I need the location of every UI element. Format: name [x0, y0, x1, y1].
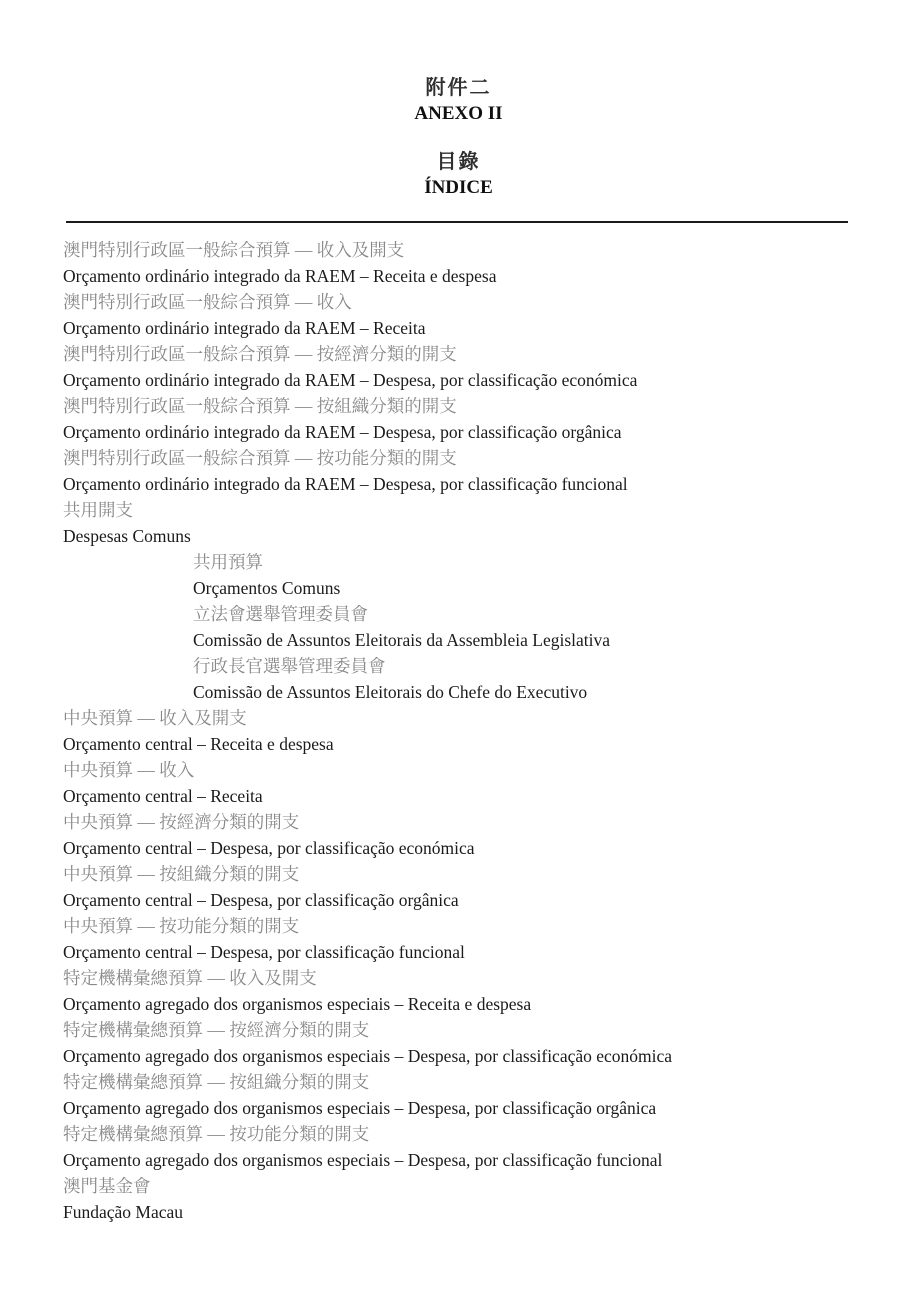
- toc-entry: [63, 809, 863, 861]
- toc-entry-zh: 共用預算: [193, 552, 263, 572]
- toc-entry: [63, 1121, 863, 1173]
- toc-entry-zh: 共用開支: [63, 500, 133, 520]
- index-title-zh: 目錄: [436, 151, 481, 173]
- toc-entry: [63, 1017, 863, 1069]
- toc-entry-pt: Orçamento agregado dos organismos especiais – Despesa, por classificação económica: [63, 1046, 673, 1066]
- toc-entry: [63, 757, 863, 809]
- toc-entry-zh: 中央預算 — 按組織分類的開支: [63, 864, 300, 884]
- toc-entry: [63, 393, 863, 445]
- toc-entry-pt: Orçamento central – Receita e despesa: [63, 734, 334, 754]
- toc-entry-pt: Orçamento central – Despesa, por classificação económica: [63, 838, 475, 858]
- toc-entry-pt: Orçamento ordinário integrado da RAEM – Despesa, por classificação orgânica: [63, 422, 622, 442]
- toc-entry-zh: 澳門特別行政區一般綜合預算 — 按組織分類的開支: [63, 396, 457, 416]
- annex-title-zh: 附件二: [425, 77, 492, 99]
- toc-entry: [63, 237, 863, 289]
- toc-list: [63, 237, 863, 1225]
- toc-entry: [63, 1069, 863, 1121]
- toc-entry: [63, 653, 863, 705]
- toc-entry-pt: Comissão de Assuntos Eleitorais da Assembleia Legislativa: [193, 630, 611, 650]
- toc-entry-pt: Orçamento agregado dos organismos especiais – Receita e despesa: [63, 994, 532, 1014]
- toc-entry-zh: 特定機構彙總預算 — 按組織分類的開支: [63, 1072, 370, 1092]
- toc-entry-pt: Orçamento central – Receita: [63, 786, 263, 806]
- toc-entry-pt: Orçamento central – Despesa, por classificação funcional: [63, 942, 465, 962]
- horizontal-rule: [66, 221, 848, 223]
- toc-entry-zh: 行政長官選舉管理委員會: [193, 656, 386, 676]
- toc-entry: [63, 601, 863, 653]
- toc-entry-zh: 中央預算 — 收入及開支: [63, 708, 247, 728]
- toc-entry-zh: 澳門特別行政區一般綜合預算 — 按經濟分類的開支: [63, 344, 457, 364]
- toc-entry-pt: Comissão de Assuntos Eleitorais do Chefe do Executivo: [193, 682, 588, 702]
- toc-entry: [63, 549, 863, 601]
- annex-title-block: [0, 76, 917, 126]
- toc-entry-pt: Orçamento ordinário integrado da RAEM – Despesa, por classificação funcional: [63, 474, 628, 494]
- toc-entry-zh: 澳門特別行政區一般綜合預算 — 按功能分類的開支: [63, 448, 457, 468]
- toc-entry-zh: 澳門特別行政區一般綜合預算 — 收入及開支: [63, 240, 405, 260]
- toc-entry-pt: Orçamento ordinário integrado da RAEM – Receita e despesa: [63, 266, 497, 286]
- toc-entry-zh: 特定機構彙總預算 — 收入及開支: [63, 968, 317, 988]
- toc-entry-zh: 澳門基金會: [63, 1176, 151, 1196]
- index-title-block: [0, 150, 917, 200]
- toc-entry-zh: 中央預算 — 按經濟分類的開支: [63, 812, 300, 832]
- toc-entry: [63, 913, 863, 965]
- annex-title-pt: ANEXO II: [414, 103, 503, 124]
- toc-entry: [63, 497, 863, 549]
- toc-entry-pt: Orçamento agregado dos organismos especiais – Despesa, por classificação orgânica: [63, 1098, 657, 1118]
- toc-entry-pt: Orçamento ordinário integrado da RAEM – Despesa, por classificação económica: [63, 370, 638, 390]
- toc-entry: [63, 289, 863, 341]
- toc-entry: [63, 1173, 863, 1225]
- toc-entry-zh: 特定機構彙總預算 — 按經濟分類的開支: [63, 1020, 370, 1040]
- toc-entry: [63, 341, 863, 393]
- toc-entry: [63, 445, 863, 497]
- toc-entry-pt: Despesas Comuns: [63, 526, 191, 546]
- toc-entry-zh: 中央預算 — 按功能分類的開支: [63, 916, 300, 936]
- toc-entry: [63, 861, 863, 913]
- toc-entry-pt: Fundação Macau: [63, 1202, 184, 1222]
- toc-entry-pt: Orçamento central – Despesa, por classificação orgânica: [63, 890, 459, 910]
- toc-entry-pt: Orçamento ordinário integrado da RAEM – Receita: [63, 318, 426, 338]
- toc-entry-zh: 中央預算 — 收入: [63, 760, 195, 780]
- toc-entry-pt: Orçamentos Comuns: [193, 578, 341, 598]
- index-title-pt: ÍNDICE: [424, 177, 493, 198]
- toc-entry-zh: 特定機構彙總預算 — 按功能分類的開支: [63, 1124, 370, 1144]
- toc-entry: [63, 705, 863, 757]
- toc-entry: [63, 965, 863, 1017]
- toc-entry-pt: Orçamento agregado dos organismos especiais – Despesa, por classificação funcional: [63, 1150, 663, 1170]
- toc-entry-zh: 澳門特別行政區一般綜合預算 — 收入: [63, 292, 352, 312]
- document-header: [0, 0, 917, 200]
- toc-entry-zh: 立法會選舉管理委員會: [193, 604, 368, 624]
